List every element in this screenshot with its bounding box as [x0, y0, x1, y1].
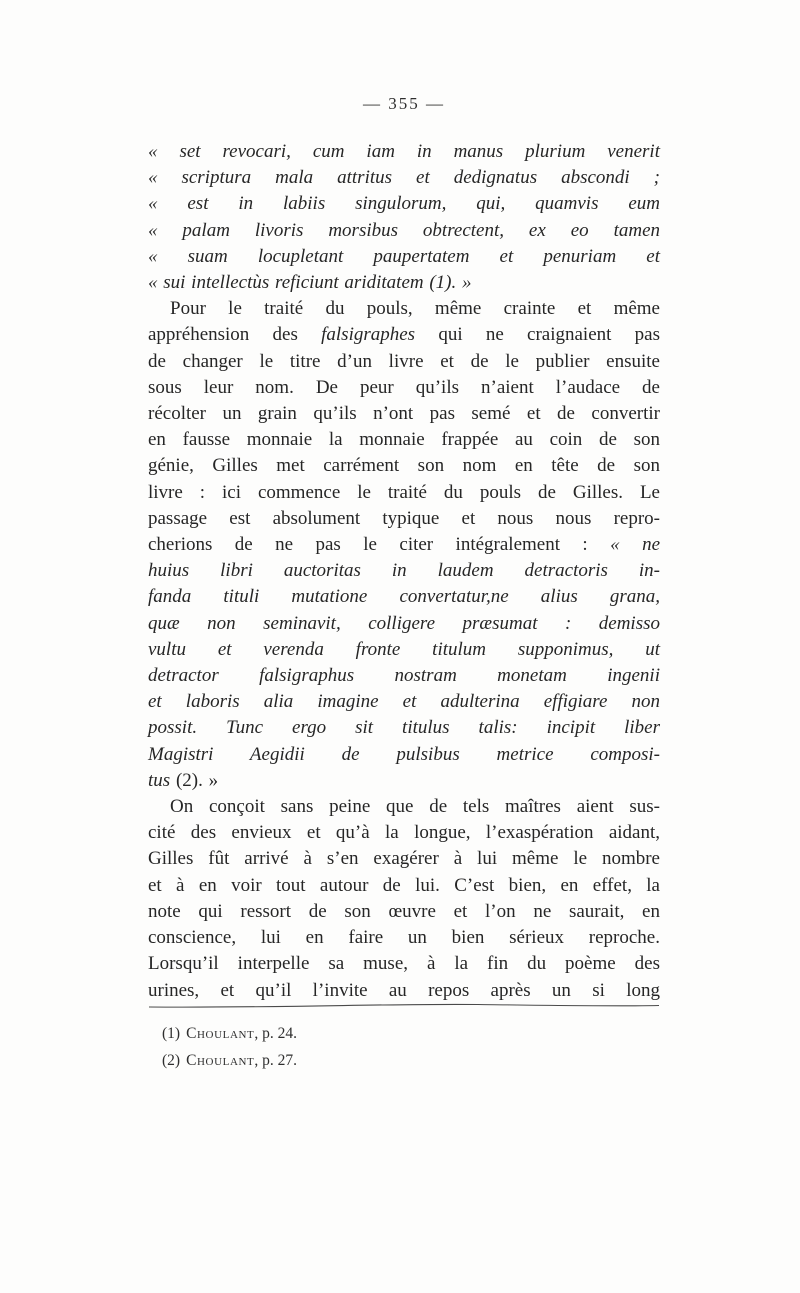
- quote-line: « set revocari, cum iam in manus plurium venerit: [148, 141, 660, 162]
- quote-line: « scriptura mala attritus et dedignatus abscondi ;: [148, 167, 660, 189]
- text-line: Gilles fût arrivé à s’en exagérer à lui même le nombre: [148, 848, 660, 870]
- text-line: passage est absolument typique et nous nous repro-: [148, 507, 660, 529]
- text-line: Lorsqu’il interpelle sa muse, à la fin du poème des: [148, 953, 660, 975]
- footnote-reference: , p. 27.: [254, 1052, 297, 1069]
- text-line: de changer le titre d’un livre et de le publier ensuite: [148, 350, 660, 372]
- text-line: Magistri Aegidii de pulsibus metrice composi-: [148, 743, 660, 765]
- text-line: cité des envieux et qu’à la longue, l’exaspération aidant,: [148, 822, 660, 844]
- line-segment: (2). »: [170, 769, 219, 791]
- line-segment: cherions de ne pas le citer intégralement :: [148, 534, 611, 556]
- line-segment: appréhension des: [148, 324, 322, 346]
- text-line: en fausse monnaie la monnaie frappée au coin de son: [148, 429, 660, 451]
- footnote-separator: [148, 1002, 660, 1010]
- footnote-author: Choulant: [186, 1052, 255, 1069]
- text-line: et à en voir tout autour de lui. C’est bien, en effet, la: [148, 874, 660, 896]
- footnote-marker: (2): [162, 1052, 181, 1069]
- footnote: [162, 1020, 660, 1047]
- quote-line: « suam locupletant paupertatem et penuriam et: [148, 245, 660, 267]
- quote-block: [148, 139, 660, 296]
- text-line: [148, 322, 660, 348]
- page-number: — 355 —: [363, 94, 445, 113]
- footnote: [162, 1047, 660, 1074]
- line-segment-italic: tus: [148, 769, 171, 791]
- text-line: huius libri auctoritas in laudem detractoris in-: [148, 560, 660, 582]
- text-line: récolter un grain qu’ils n’ont pas semé et de convertir: [148, 403, 660, 425]
- text-line: génie, Gilles met carrément son nom en tête de son: [148, 455, 660, 477]
- text-line: livre : ici commence le traité du pouls de Gilles. Le: [148, 481, 660, 503]
- footnote-author: Choulant: [186, 1025, 255, 1042]
- paragraph: [148, 296, 660, 794]
- text-line: possit. Tunc ergo sit titulus talis: incipit liber: [148, 717, 660, 739]
- text-line: note qui ressort de son œuvre et l’on ne saurait, en: [148, 900, 660, 922]
- text-line: et laboris alia imagine et adulterina effigiare non: [148, 691, 660, 713]
- text-line: fanda tituli mutatione convertatur,ne alius grana,: [148, 586, 660, 608]
- line-segment-italic: falsigraphes: [321, 324, 416, 346]
- text-line: urines, et qu’il l’invite au repos après un si long: [148, 979, 660, 1001]
- line-segment: qui ne craignaient pas: [415, 324, 660, 346]
- line-segment-italic: « ne: [610, 534, 660, 556]
- text-block: [148, 139, 660, 1004]
- paragraph: [148, 794, 660, 1004]
- text-line: On conçoit sans peine que de tels maîtres aient sus-: [170, 796, 660, 818]
- quote-line: « palam livoris morsibus obtrectent, ex eo tamen: [148, 219, 660, 241]
- quote-line: « sui intellectùs reficiunt ariditatem (1). »: [148, 272, 472, 294]
- text-line: vultu et verenda fronte titulum supponimus, ut: [148, 638, 660, 660]
- text-line: [148, 532, 660, 558]
- footnote-list: [148, 1020, 660, 1074]
- footnote-marker: (1): [162, 1025, 181, 1042]
- text-line: detractor falsigraphus nostram monetam ingenii: [148, 665, 660, 687]
- text-line: sous leur nom. De peur qu’ils n’aient l’audace de: [148, 376, 660, 398]
- footnotes-section: [148, 1002, 660, 1074]
- quote-line: « est in labiis singulorum, qui, quamvis eum: [148, 193, 660, 215]
- footnote-reference: , p. 24.: [254, 1025, 297, 1042]
- text-line: Pour le traité du pouls, même crainte et même: [170, 298, 660, 320]
- text-line: quæ non seminavit, colligere præsumat : demisso: [148, 612, 660, 634]
- text-line: [148, 768, 660, 794]
- text-line: conscience, lui en faire un bien sérieux reproche.: [148, 927, 660, 949]
